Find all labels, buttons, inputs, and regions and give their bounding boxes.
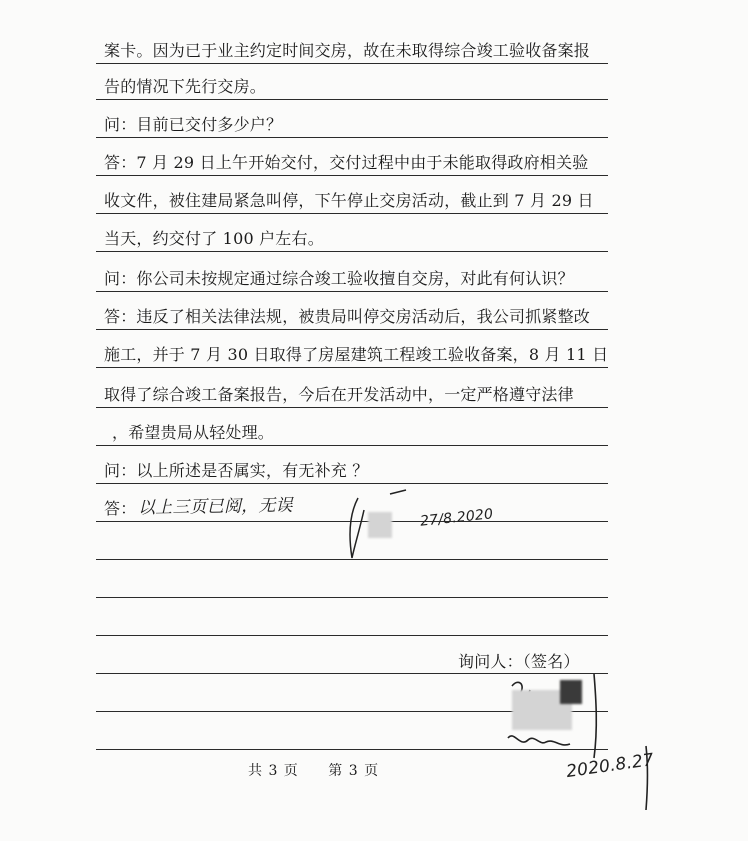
page-footer (248, 760, 403, 780)
line-rule (96, 175, 608, 176)
redacted-signature (560, 680, 582, 704)
interviewer-label: 询问人：（签名） (458, 652, 580, 671)
line-rule (96, 407, 608, 408)
answer-line: 答：7 月 29 日上午开始交付，交付过程中由于未能取得政府相关验 (104, 153, 589, 172)
answer-line: 答：违反了相关法律法规，被贵局叫停交房活动后，我公司抓紧整改 (104, 307, 591, 326)
line-rule (96, 329, 608, 330)
line-rule (96, 367, 608, 368)
line-rule (96, 597, 608, 598)
line-rule (96, 291, 608, 292)
line-rule (96, 63, 608, 64)
line-rule (96, 137, 608, 138)
text-line: 当天，约交付了 100 户左右。 (104, 229, 324, 248)
text-line: ，希望贵局从轻处理。 (112, 423, 275, 442)
answer-label: 答： (104, 499, 137, 518)
text-line: 取得了综合竣工备案报告，今后在开发活动中，一定严格遵守法律 (104, 385, 574, 404)
total-pages: 共 3 页 (248, 763, 299, 779)
handwritten-date: 27/8.2020 (419, 506, 494, 530)
signature-tail (636, 744, 656, 814)
current-page: 第 3 页 (328, 763, 380, 779)
line-rule (96, 635, 608, 636)
line-rule (96, 251, 608, 252)
handwritten-answer: 以上三页已阅，无误 (137, 495, 293, 519)
redacted-signature (368, 512, 392, 538)
question-line: 问：目前已交付多少户？ (104, 115, 283, 134)
line-rule (96, 483, 608, 484)
text-line: 案卡。因为已于业主约定时间交房，故在未取得综合竣工验收备案报 (104, 41, 591, 60)
text-line: 告的情况下先行交房。 (104, 77, 267, 96)
line-rule (96, 445, 608, 446)
question-line: 问：以上所述是否属实，有无补充 ？ (104, 461, 369, 480)
text-line: 施工，并于 7 月 30 日取得了房屋建筑工程竣工验收备案，8 月 11 日 (104, 345, 609, 364)
handwritten-date: 2020.8.27 (565, 749, 656, 783)
question-line: 问：你公司未按规定通过综合竣工验收擅自交房，对此有何认识？ (104, 269, 574, 288)
line-rule (96, 99, 608, 100)
line-rule (96, 213, 608, 214)
text-line: 收文件，被住建局紧急叫停，下午停止交房活动，截止到 7 月 29 日 (104, 191, 594, 210)
